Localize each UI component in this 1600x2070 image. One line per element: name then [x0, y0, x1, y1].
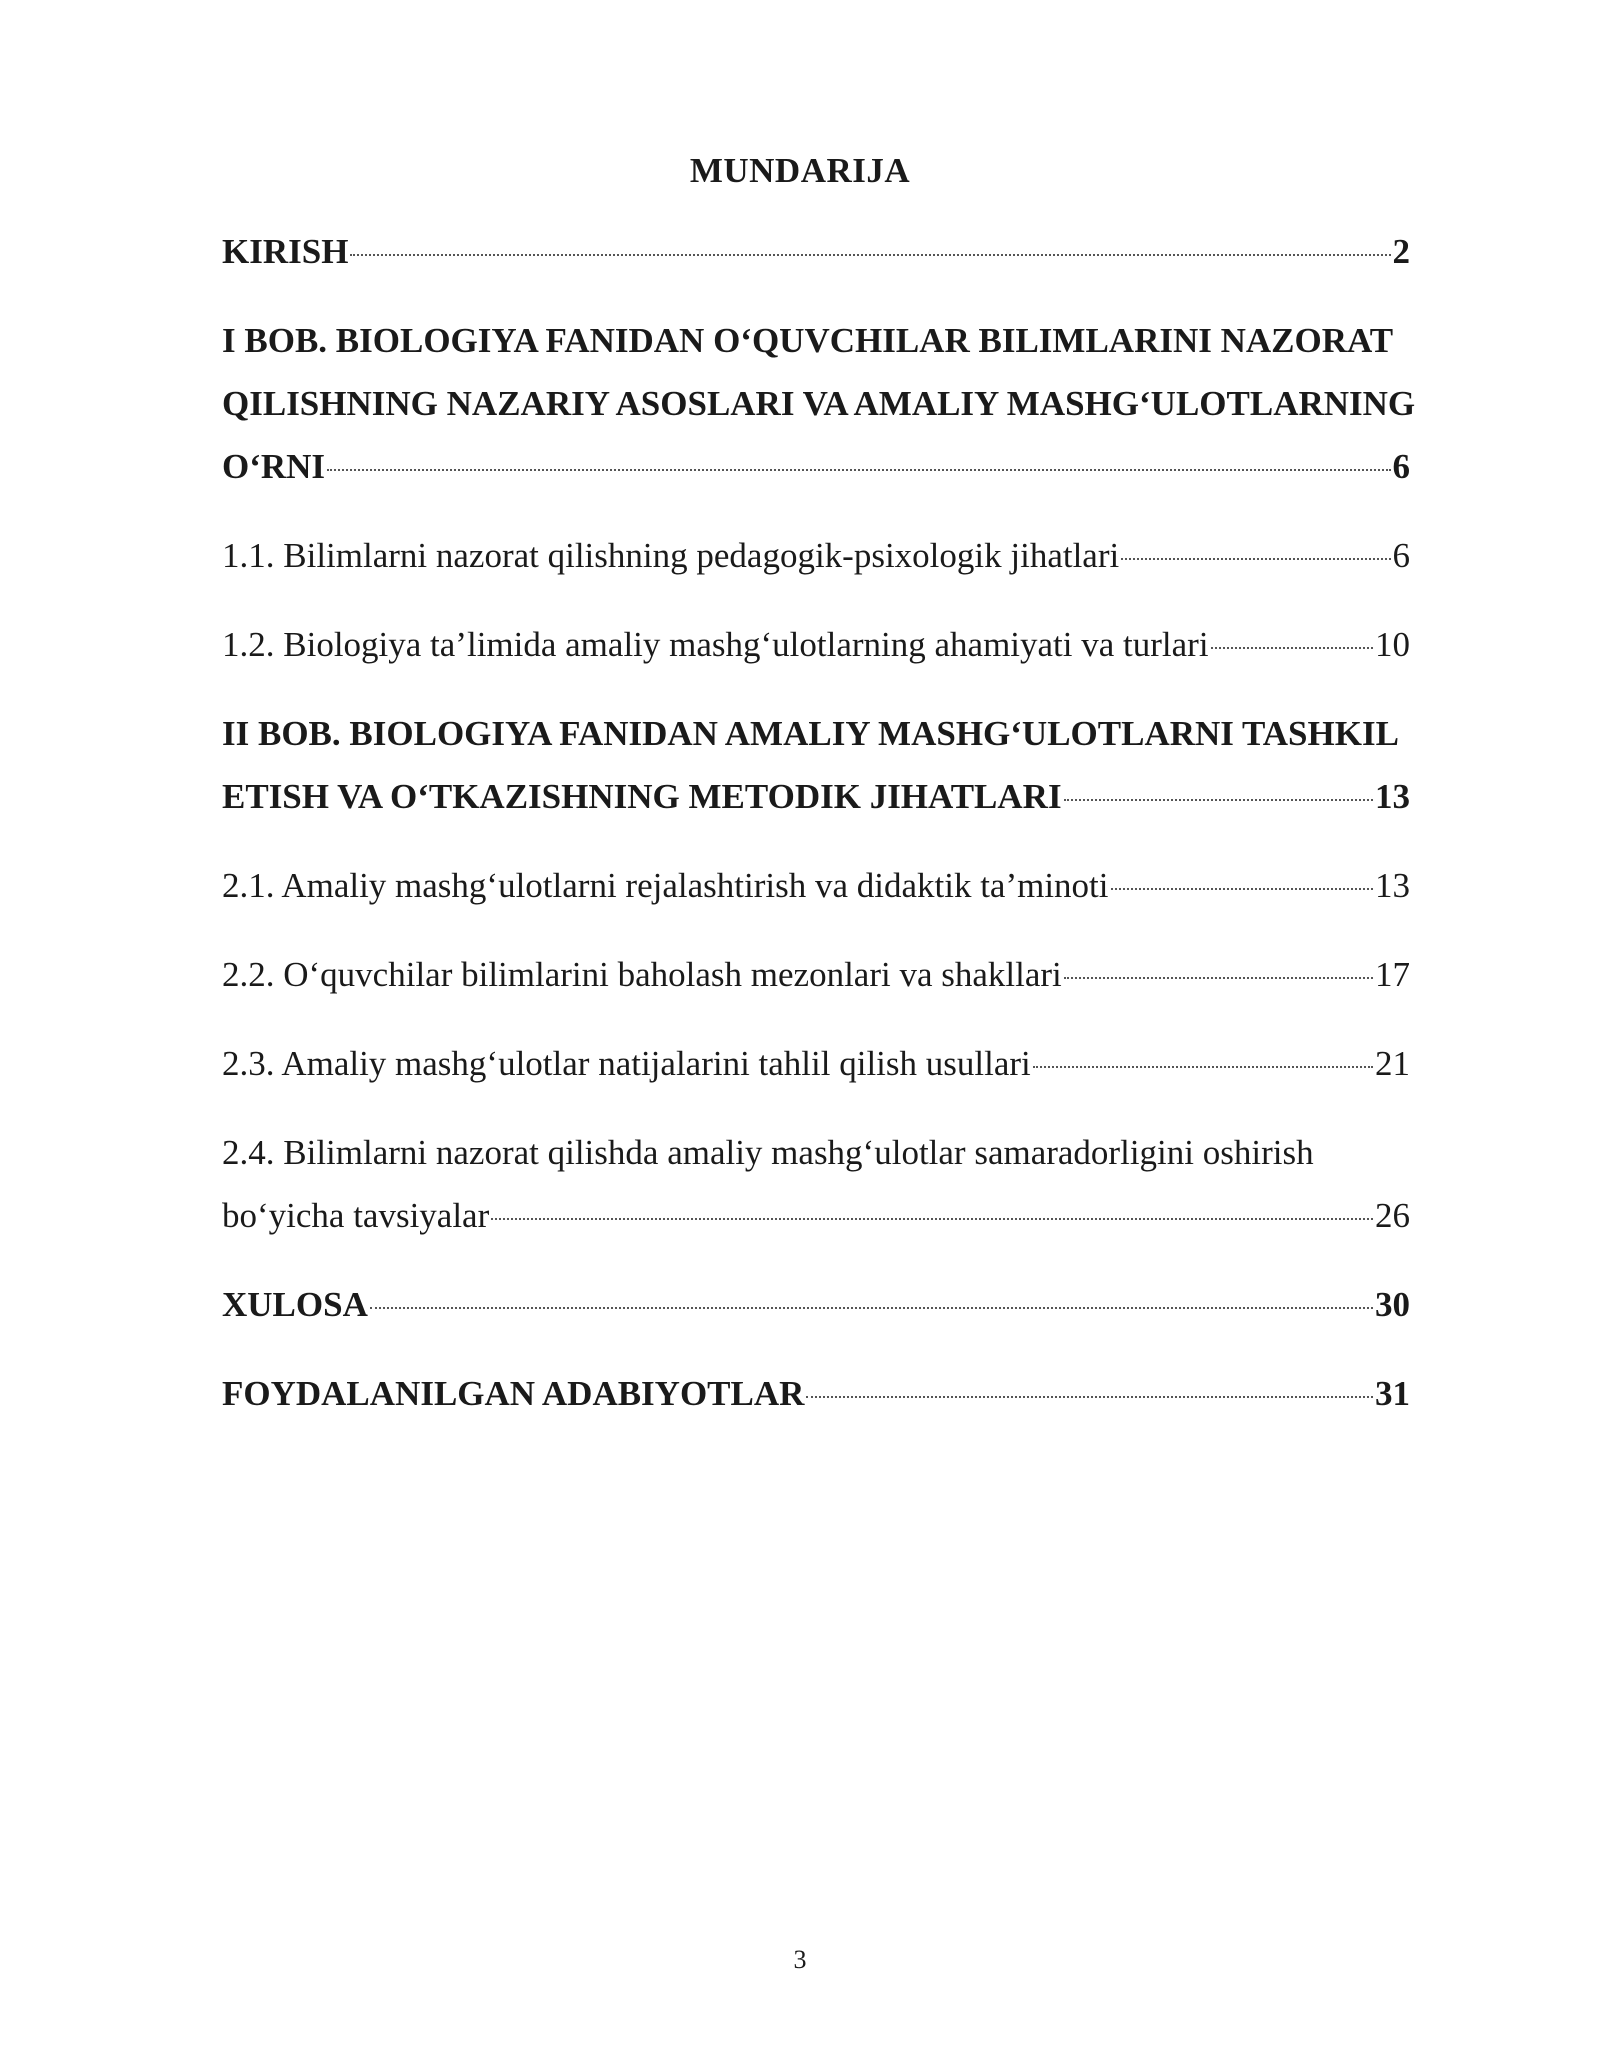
toc-entry-final-line — [222, 613, 1410, 676]
toc-entry-label: bo‘yicha tavsiyalar — [222, 1196, 490, 1235]
toc-entry-page-number: 13 — [1375, 777, 1410, 816]
toc-entry[interactable] — [222, 1032, 1410, 1095]
toc-entry-label: 2.3. Amaliy mashg‘ulotlar natijalarini tahlil qilish usullari — [222, 1044, 1031, 1083]
dot-leader — [370, 1307, 1373, 1309]
toc-entry-line: QILISHNING NAZARIY ASOSLARI VA AMALIY MASHG‘ULOTLARNING — [222, 384, 1416, 423]
toc-entry-label: 1.1. Bilimlarni nazorat qilishning pedagogik-psixologik jihatlari — [222, 536, 1120, 575]
toc-entry-page-number: 17 — [1375, 955, 1410, 994]
dot-leader — [1033, 1066, 1373, 1068]
toc-entry-final-line — [222, 943, 1410, 1006]
toc-entry-final-line — [222, 854, 1410, 917]
toc-entry-label: XULOSA — [222, 1285, 368, 1324]
toc-entry-page-number: 6 — [1392, 447, 1410, 486]
dot-leader — [806, 1396, 1373, 1398]
toc-entry-page-number: 21 — [1375, 1044, 1410, 1083]
dot-leader — [1064, 799, 1373, 801]
table-of-contents — [222, 220, 1416, 1451]
toc-entry-final-line — [222, 1362, 1410, 1425]
toc-entry-page-number: 10 — [1375, 625, 1410, 664]
dot-leader — [1211, 647, 1373, 649]
dot-leader — [327, 469, 1390, 471]
toc-entry[interactable] — [222, 943, 1410, 1006]
toc-entry[interactable] — [222, 1121, 1410, 1247]
toc-entry-label: O‘RNI — [222, 447, 326, 486]
toc-entry[interactable] — [222, 524, 1410, 587]
toc-entry-final-line — [222, 1273, 1410, 1336]
dot-leader — [491, 1218, 1373, 1220]
toc-entry[interactable] — [222, 1273, 1410, 1336]
toc-entry[interactable] — [222, 613, 1410, 676]
toc-entry-line: I BOB. BIOLOGIYA FANIDAN O‘QUVCHILAR BILIMLARINI NAZORAT — [222, 321, 1394, 360]
toc-entry-final-line — [222, 1032, 1410, 1095]
toc-entry-label: 1.2. Biologiya ta’limida amaliy mashg‘ulotlarning ahamiyati va turlari — [222, 625, 1209, 664]
toc-entry-label: FOYDALANILGAN ADABIYOTLAR — [222, 1374, 805, 1413]
dot-leader — [350, 254, 1390, 256]
toc-entry-final-line — [222, 765, 1410, 828]
toc-entry-page-number: 13 — [1375, 866, 1410, 905]
toc-entry-label: KIRISH — [222, 232, 349, 271]
toc-entry[interactable] — [222, 702, 1410, 828]
toc-entry-line: 2.4. Bilimlarni nazorat qilishda amaliy mashg‘ulotlar samaradorligini oshirish — [222, 1133, 1314, 1172]
toc-entry-final-line — [222, 435, 1410, 498]
toc-entry-page-number: 26 — [1375, 1196, 1410, 1235]
toc-entry[interactable] — [222, 854, 1410, 917]
toc-entry-page-number: 31 — [1375, 1374, 1410, 1413]
dot-leader — [1064, 977, 1373, 979]
toc-entry-label: 2.1. Amaliy mashg‘ulotlarni rejalashtirish va didaktik ta’minoti — [222, 866, 1109, 905]
toc-entry[interactable] — [222, 309, 1416, 498]
dot-leader — [1121, 558, 1390, 560]
toc-entry-final-line — [222, 220, 1410, 283]
toc-entry-page-number: 2 — [1392, 232, 1410, 271]
toc-entry-page-number: 6 — [1392, 536, 1410, 575]
toc-entry-label: 2.2. O‘quvchilar bilimlarini baholash mezonlari va shakllari — [222, 955, 1062, 994]
toc-entry[interactable] — [222, 1362, 1410, 1425]
toc-entry[interactable] — [222, 220, 1410, 283]
toc-entry-line: II BOB. BIOLOGIYA FANIDAN AMALIY MASHG‘ULOTLARNI TASHKIL — [222, 714, 1399, 753]
toc-entry-label: ETISH VA O‘TKAZISHNING METODIK JIHATLARI — [222, 777, 1062, 816]
page-number: 3 — [793, 1945, 807, 1974]
toc-entry-page-number: 30 — [1375, 1285, 1410, 1324]
toc-title: MUNDARIJA — [689, 151, 911, 190]
toc-entry-final-line — [222, 1184, 1410, 1247]
toc-entry-final-line — [222, 524, 1410, 587]
dot-leader — [1111, 888, 1373, 890]
